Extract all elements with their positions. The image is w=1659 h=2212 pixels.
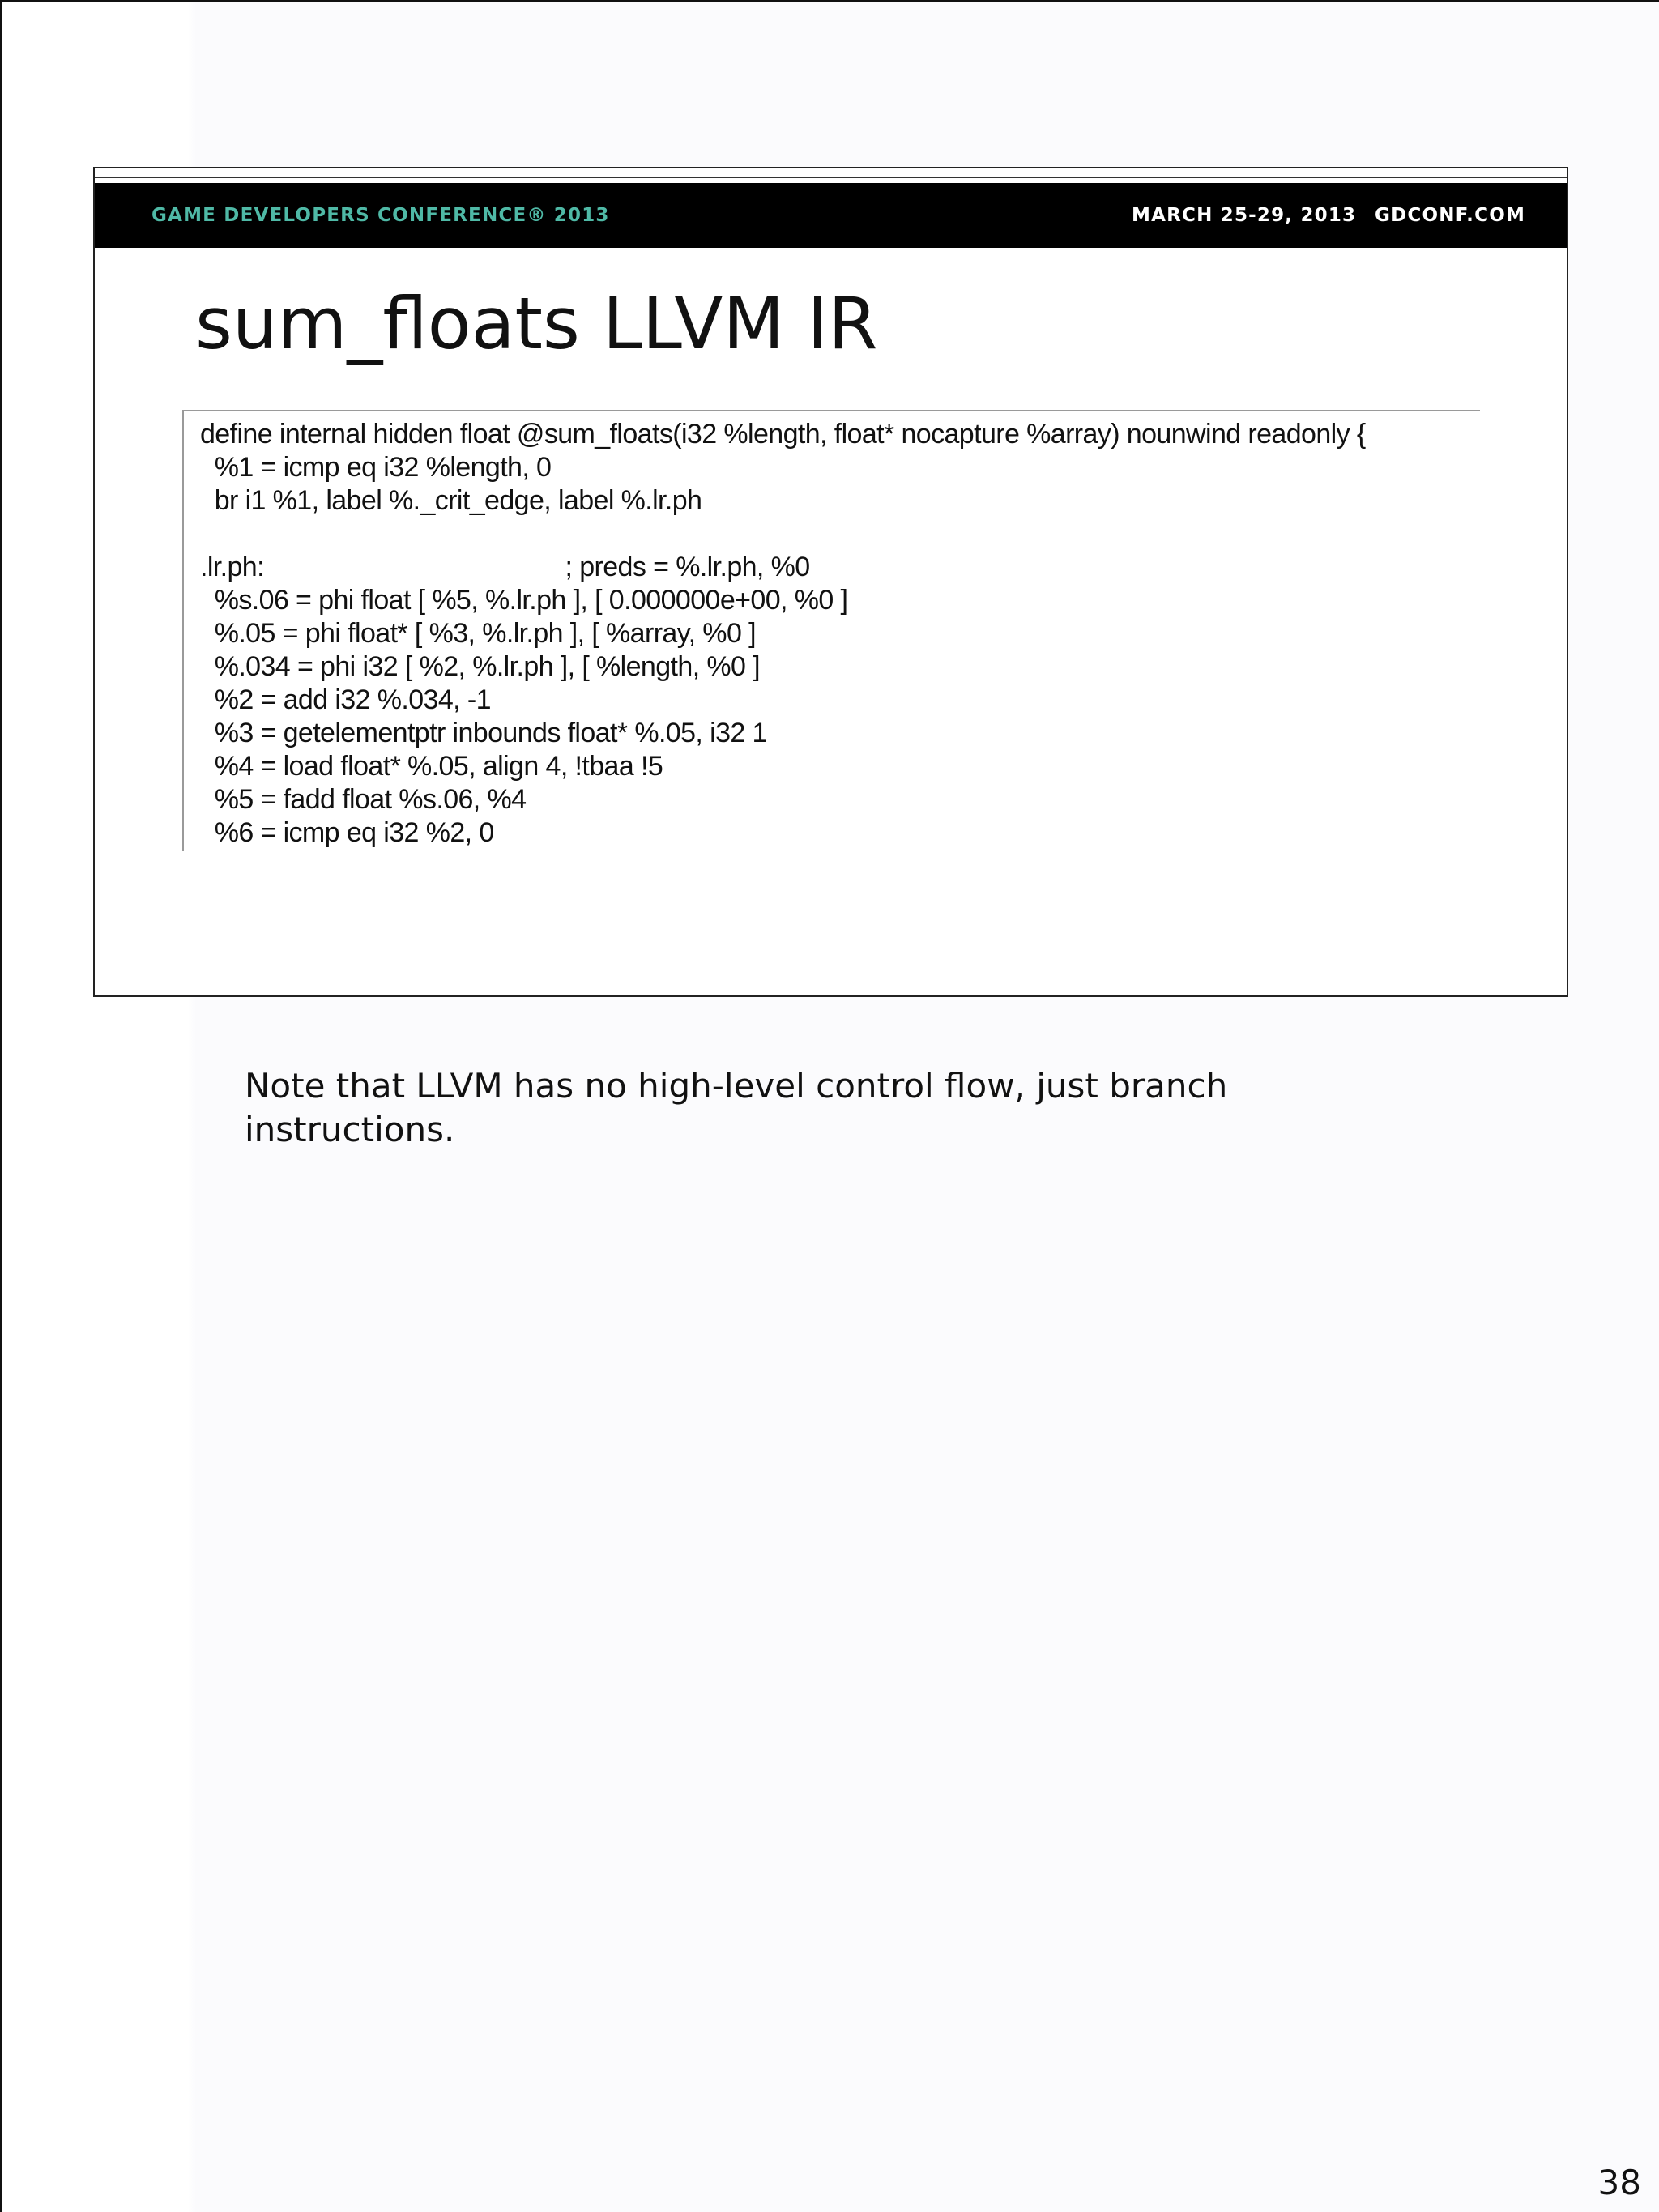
code-line: %4 = load float* %.05, align 4, !tbaa !5 xyxy=(200,751,663,782)
code-line: %.05 = phi float* [ %3, %.lr.ph ], [ %array, %0 ] xyxy=(200,618,756,649)
slide-thumbnail xyxy=(93,167,1568,997)
code-line: %.034 = phi i32 [ %2, %.lr.ph ], [ %length, %0 ] xyxy=(200,651,761,682)
conference-website: GDCONF.COM xyxy=(1375,205,1526,226)
code-lines xyxy=(200,418,1366,850)
code-line: %3 = getelementptr inbounds float* %.05, i32 1 xyxy=(200,718,767,748)
code-line: br i1 %1, label %._crit_edge, label %.lr.ph xyxy=(200,485,702,516)
page-number: 38 xyxy=(1597,2163,1641,2202)
slide-title: sum_floats LLVM IR xyxy=(195,282,878,365)
code-line: .lr.ph: ; preds = %.lr.ph, %0 xyxy=(200,552,810,582)
code-line: %6 = icmp eq i32 %2, 0 xyxy=(200,817,494,848)
conference-dates: MARCH 25-29, 2013 xyxy=(1132,205,1357,226)
code-line: %5 = fadd float %s.06, %4 xyxy=(200,784,527,815)
code-line xyxy=(200,518,1366,551)
code-listing xyxy=(182,410,1480,851)
code-line: define internal hidden float @sum_floats(i32 %length, float* nocapture %array) nounwind readonly { xyxy=(200,419,1366,450)
code-line: %s.06 = phi float [ %5, %.lr.ph ], [ 0.000000e+00, %0 ] xyxy=(200,585,848,616)
code-line: %2 = add i32 %.034, -1 xyxy=(200,684,491,715)
conference-name: GAME DEVELOPERS CONFERENCE® 2013 xyxy=(151,205,610,226)
slide-top-rule xyxy=(95,177,1567,178)
speaker-note: Note that LLVM has no high-level control flow, just branch instructions. xyxy=(245,1066,1228,1149)
conference-banner xyxy=(95,183,1567,248)
code-line: %1 = icmp eq i32 %length, 0 xyxy=(200,452,552,483)
